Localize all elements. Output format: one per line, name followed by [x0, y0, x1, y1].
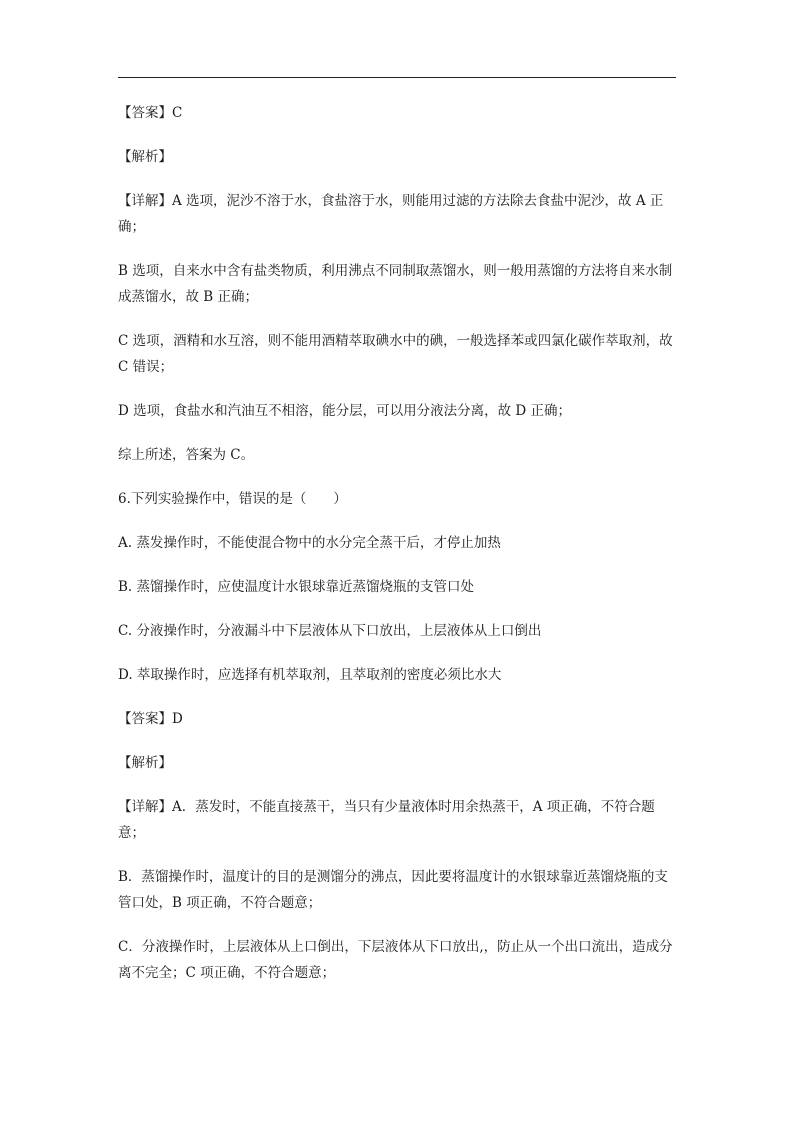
explanation-option-b-5: B 选项，自来水中含有盐类物质，利用沸点不同制取蒸馏水，则一般用蒸馏的方法将自来水制成蒸馏水，故 B 正确； [118, 263, 673, 305]
explanation-option-a-5: 【详解】A 选项，泥沙不溶于水，食盐溶于水，则能用过滤的方法除去食盐中泥沙，故 A 正确； [118, 193, 664, 235]
header-rule [118, 77, 676, 78]
explanation-c-6: C．分液操作时，上层液体从上口倒出，下层液体从下口放出,，防止从一个出口流出，造成分离不完全；C 项正确，不符合题意； [118, 939, 673, 981]
answer-label-5: 【答案】C [118, 105, 183, 121]
question-6-option-c: C. 分液操作时，分液漏斗中下层液体从下口放出，上层液体从上口倒出 [118, 623, 542, 639]
explanation-a-6: 【详解】A．蒸发时，不能直接蒸干，当只有少量液体时用余热蒸干，A 项正确，不符合题意； [118, 799, 655, 841]
explanation-option-c-5: C 选项，酒精和水互溶，则不能用酒精萃取碘水中的碘，一般选择苯或四氯化碳作萃取剂，故 C 错误； [118, 333, 673, 375]
analysis-label-5: 【解析】 [118, 149, 172, 165]
analysis-label-6: 【解析】 [118, 755, 172, 771]
question-6-stem: 6.下列实验操作中，错误的是（ ） [118, 491, 347, 507]
question-6-option-b: B. 蒸馏操作时，应使温度计水银球靠近蒸馏烧瓶的支管口处 [118, 579, 475, 595]
answer-label-6: 【答案】D [118, 711, 183, 727]
summary-5: 综上所述，答案为 C。 [118, 447, 255, 463]
question-6-option-a: A. 蒸发操作时，不能使混合物中的水分完全蒸干后，才停止加热 [118, 535, 501, 551]
explanation-option-d-5: D 选项，食盐水和汽油互不相溶，能分层，可以用分液法分离，故 D 正确； [118, 403, 572, 419]
explanation-b-6: B．蒸馏操作时，温度计的目的是测馏分的沸点，因此要将温度计的水银球靠近蒸馏烧瓶的支管口处，B 项正确，不符合题意； [118, 869, 668, 911]
document-body [118, 100, 678, 1004]
question-6-option-d: D. 萃取操作时，应选择有机萃取剂，且萃取剂的密度必须比水大 [118, 667, 502, 683]
